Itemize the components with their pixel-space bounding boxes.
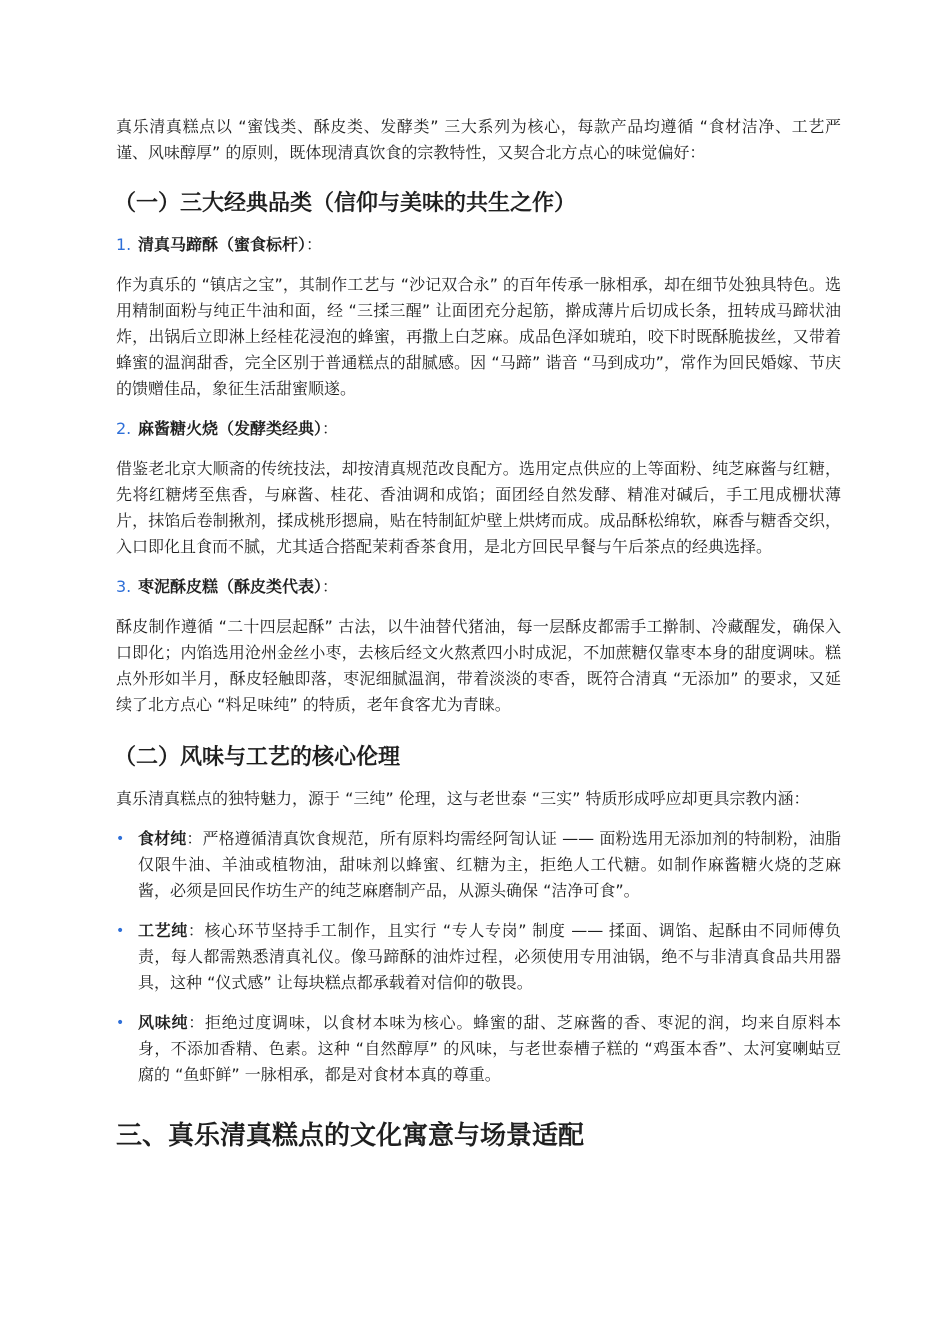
bullet-body: ：严格遵循清真饮食规范，所有原料均需经阿訇认证 —— 面粉选用无添加剂的特制粉，油脂仅限牛油、羊油或植物油，甜味剂以蜂蜜、红糖为主，拒绝人工代糖。如制作麻酱糖火烧的芝麻酱，必须是回民作坊生产的纯芝麻磨制产品，从源头确保 “洁净可食”。 — [138, 829, 841, 900]
list-item-title — [116, 232, 841, 258]
document-page — [116, 114, 841, 1154]
item-colon: ： — [306, 235, 323, 254]
item-body-paragraph: 作为真乐的 “镇店之宝”，其制作工艺与 “沙记双合永” 的百年传承一脉相承，却在细节处独具特色。选用精制面粉与纯正牛油和面，经 “三揉三醒” 让面团充分起筋，擀成薄片后切成长条，扭转成马蹄状油炸，出锅后立即淋上经桂花浸泡的蜂蜜，再撒上白芝麻。成品色泽如琥珀，咬下时既酥脆拔丝，又带着蜂蜜的温润甜香，完全区别于普通糕点的甜腻感。因 “马蹄” 谐音 “马到成功”，常作为回民婚嫁、节庆的馈赠佳品，象征生活甜蜜顺遂。 — [116, 275, 841, 398]
section-heading-classic-categories: （一）三大经典品类（信仰与美味的共生之作） — [114, 191, 577, 216]
item-body-paragraph: 酥皮制作遵循 “二十四层起酥” 古法，以牛油替代猪油，每一层酥皮都需手工擀制、冷藏醒发，确保入口即化；内馅选用沧州金丝小枣，去核后经文火熬煮四小时成泥，不加蔗糖仅靠枣本身的甜度调味。糕点外形如半月，酥皮轻触即落，枣泥细腻温润，带着淡淡的枣香，既符合清真 “无添加” 的要求，又延续了北方点心 “料足味纯” 的特质，老年食客尤为青睐。 — [116, 617, 841, 714]
bullet-list-item — [116, 1010, 841, 1088]
bullet-title: 食材纯 — [138, 829, 187, 848]
bullet-icon: • — [116, 1015, 125, 1031]
bullet-list-item — [116, 826, 841, 904]
list-item-title — [116, 416, 841, 442]
list-number: 1. — [116, 235, 132, 254]
item-colon: ： — [322, 419, 339, 438]
item-body-paragraph: 借鉴老北京大顺斋的传统技法，却按清真规范改良配方。选用定点供应的上等面粉、纯芝麻酱与红糖，先将红糖烤至焦香，与麻酱、桂花、香油调和成馅；面团经自然发酵、精准对碱后，手工甩成栅状薄片，抹馅后卷制揪剂，揉成桃形摁扁，贴在特制缸炉壁上烘烤而成。成品酥松绵软，麻香与糖香交织，入口即化且食而不腻，尤其适合搭配茉莉香茶食用，是北方回民早餐与午后茶点的经典选择。 — [116, 459, 841, 556]
item-colon: ： — [322, 577, 339, 596]
item-title: 枣泥酥皮糕（酥皮类代表） — [138, 577, 323, 596]
section-intro-paragraph: 真乐清真糕点的独特魅力，源于 “三纯” 伦理，这与老世泰 “三实” 特质形成呼应却更具宗教内涵： — [116, 789, 810, 808]
item-title: 麻酱糖火烧（发酵类经典） — [138, 419, 323, 438]
list-number: 2. — [116, 419, 132, 438]
bullet-body: ：核心环节坚持手工制作，且实行 “专人专岗” 制度 —— 揉面、调馅、起酥由不同师傅负责，每人都需熟悉清真礼仪。像马蹄酥的油炸过程，必须使用专用油锅，绝不与非清真食品共用器具，这种 “仪式感” 让每块糕点都承载着对信仰的敬畏。 — [138, 921, 841, 992]
bullet-list-item — [116, 918, 841, 996]
bullet-title: 风味纯 — [138, 1013, 189, 1032]
intro-paragraph: 真乐清真糕点以 “蜜饯类、酥皮类、发酵类” 三大系列为核心，每款产品均遵循 “食材洁净、工艺严谨、风味醇厚” 的原则，既体现清真饮食的宗教特性，又契合北方点心的味觉偏好： — [116, 117, 841, 162]
bullet-icon: • — [116, 923, 125, 939]
bullet-list — [116, 826, 841, 1088]
item-title: 清真马蹄酥（蜜食标杆） — [138, 235, 307, 254]
list-item-title — [116, 574, 841, 600]
chapter-heading-cultural-meaning: 三、真乐清真糕点的文化寓意与场景适配 — [116, 1121, 585, 1151]
bullet-icon: • — [116, 831, 125, 847]
bullet-title: 工艺纯 — [138, 921, 188, 940]
section-heading-core-ethics: （二）风味与工艺的核心伦理 — [114, 745, 401, 770]
list-number: 3. — [116, 577, 132, 596]
bullet-body: ：拒绝过度调味，以食材本味为核心。蜂蜜的甜、芝麻酱的香、枣泥的润，均来自原料本身，不添加香精、色素。这种 “自然醇厚” 的风味，与老世泰槽子糕的 “鸡蛋本香”、太河宴喇蛄豆腐的 “鱼虾鲜” 一脉相承，都是对食材本真的尊重。 — [138, 1013, 841, 1084]
